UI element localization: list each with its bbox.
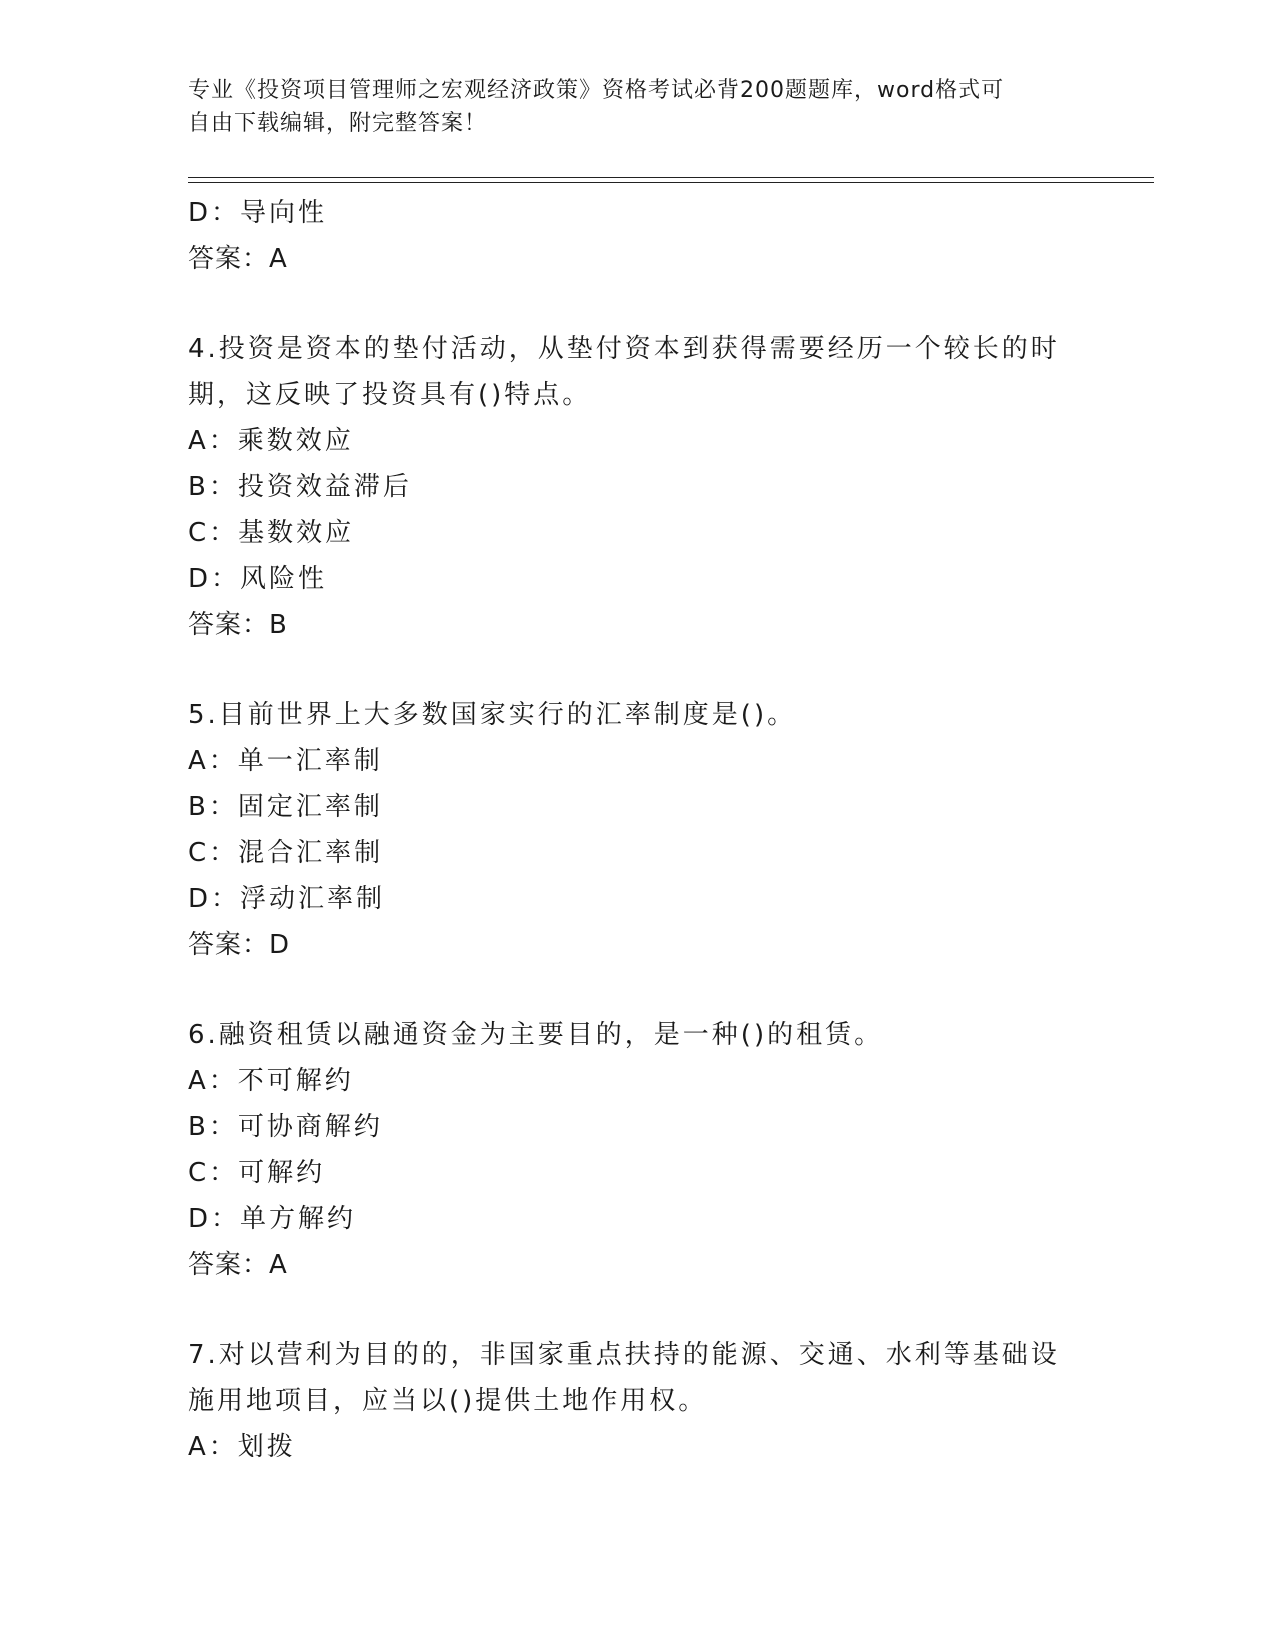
option-d: D：浮动汇率制 <box>188 884 386 914</box>
answer: 答案：B <box>188 610 288 640</box>
header-line-2: 自由下载编辑，附完整答案！ <box>188 111 488 136</box>
answer: 答案：D <box>188 930 291 960</box>
question-list <box>188 190 1068 1470</box>
option-a: A：乘数效应 <box>188 426 354 456</box>
question-4-line-1: 4.投资是资本的垫付活动，从垫付资本到获得需要经历一个较长的时 <box>188 334 1060 364</box>
option-d: D：导向性 <box>188 198 328 228</box>
header-rule-bottom <box>188 182 1154 183</box>
question-7-line-1: 7.对以营利为目的的，非国家重点扶持的能源、交通、水利等基础设 <box>188 1340 1060 1370</box>
option-d: D：单方解约 <box>188 1204 357 1234</box>
option-a: A：单一汇率制 <box>188 746 383 776</box>
option-b: B：固定汇率制 <box>188 792 383 822</box>
question-4-line-2: 期，这反映了投资具有()特点。 <box>188 380 592 410</box>
option-a: A：不可解约 <box>188 1066 354 1096</box>
header-rule-top <box>188 177 1154 178</box>
option-d: D：风险性 <box>188 564 328 594</box>
question-6-line-1: 6.融资租赁以融通资金为主要目的，是一种()的租赁。 <box>188 1020 884 1050</box>
question-7-line-2: 施用地项目，应当以()提供土地作用权。 <box>188 1386 708 1416</box>
option-b: B：投资效益滞后 <box>188 472 412 502</box>
document-header <box>188 74 1088 140</box>
option-c: C：可解约 <box>188 1158 326 1188</box>
answer: 答案：A <box>188 244 288 274</box>
option-b: B：可协商解约 <box>188 1112 383 1142</box>
option-c: C：混合汇率制 <box>188 838 384 868</box>
option-a: A：划拨 <box>188 1432 296 1462</box>
question-5-line-1: 5.目前世界上大多数国家实行的汇率制度是()。 <box>188 700 797 730</box>
option-c: C：基数效应 <box>188 518 355 548</box>
answer: 答案：A <box>188 1250 288 1280</box>
header-line-1: 专业《投资项目管理师之宏观经济政策》资格考试必背200题题库，word格式可 <box>188 78 1005 103</box>
